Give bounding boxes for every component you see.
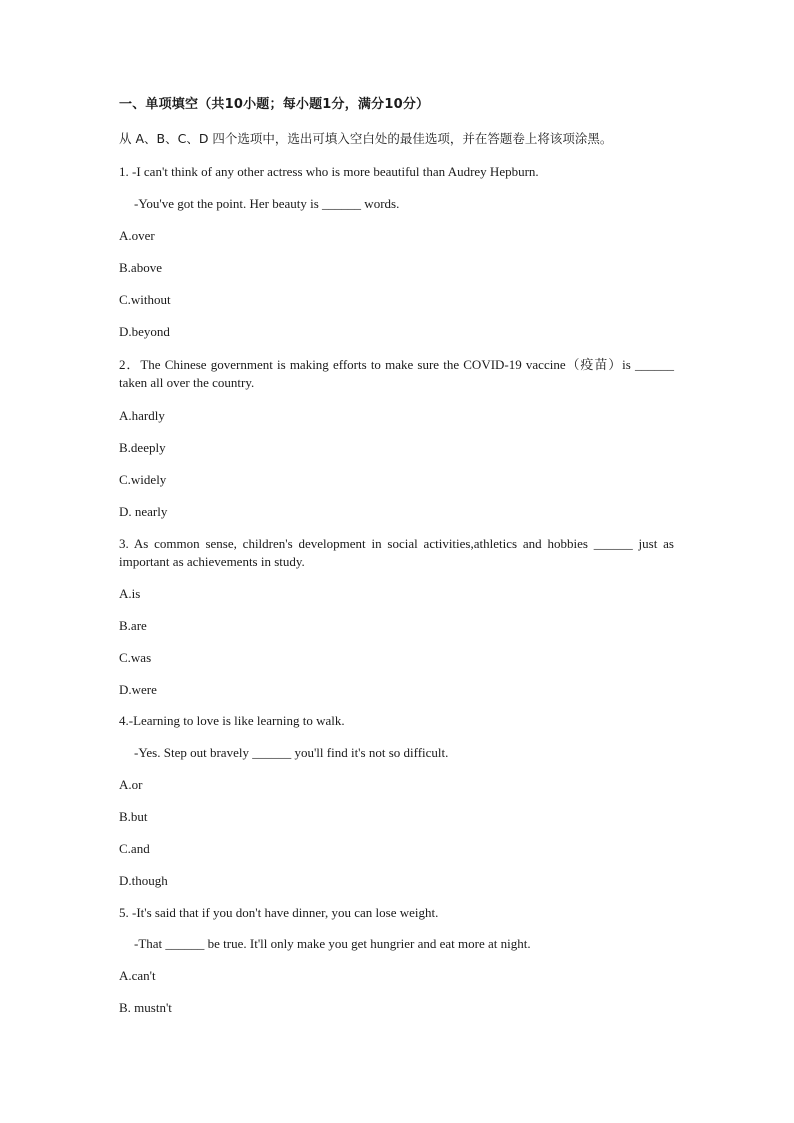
question-1-option-c: C.without (119, 292, 171, 307)
question-3-option-c: C.was (119, 650, 152, 665)
section-heading: 一、单项填空（共10小题；每小题1分，满分10分） (119, 97, 430, 112)
question-5-reply: -That ______ be true. It'll only make you get hungrier and eat more at night. (134, 936, 531, 951)
question-3-stem: 3. As common sense, children's development in social activities,athletics and hobbies ______ just as important as achievements in study. (119, 536, 674, 569)
question-1-option-a: A.over (119, 228, 155, 243)
question-4-option-d: D.though (119, 873, 168, 888)
question-1-option-b: B.above (119, 260, 162, 275)
question-1-reply: -You've got the point. Her beauty is ______ words. (134, 196, 400, 211)
question-4-option-c: C.and (119, 841, 150, 856)
question-2-option-d: D. nearly (119, 504, 168, 519)
question-2-option-a: A.hardly (119, 408, 165, 423)
question-4-reply: -Yes. Step out bravely ______ you'll find it's not so difficult. (134, 745, 449, 760)
question-5-option-a: A.can't (119, 968, 156, 983)
question-1-stem: 1. -I can't think of any other actress who is more beautiful than Audrey Hepburn. (119, 164, 539, 179)
question-5-option-b: B. mustn't (119, 1000, 172, 1015)
question-1-option-d: D.beyond (119, 324, 170, 339)
question-4-stem: 4.-Learning to love is like learning to walk. (119, 713, 345, 728)
section-instruction: 从 A、B、C、D 四个选项中，选出可填入空白处的最佳选项，并在答题卷上将该项涂黑。 (119, 131, 613, 146)
question-2-option-c: C.widely (119, 472, 167, 487)
question-3-option-a: A.is (119, 586, 141, 601)
question-4-option-a: A.or (119, 777, 143, 792)
question-2-stem: 2．The Chinese government is making efforts to make sure the COVID-19 vaccine（疫苗）is ______ taken all over the country. (119, 357, 674, 390)
question-4-option-b: B.but (119, 809, 148, 824)
question-3-option-d: D.were (119, 682, 157, 697)
question-5-stem: 5. -It's said that if you don't have dinner, you can lose weight. (119, 905, 439, 920)
question-2-option-b: B.deeply (119, 440, 166, 455)
question-3-option-b: B.are (119, 618, 147, 633)
